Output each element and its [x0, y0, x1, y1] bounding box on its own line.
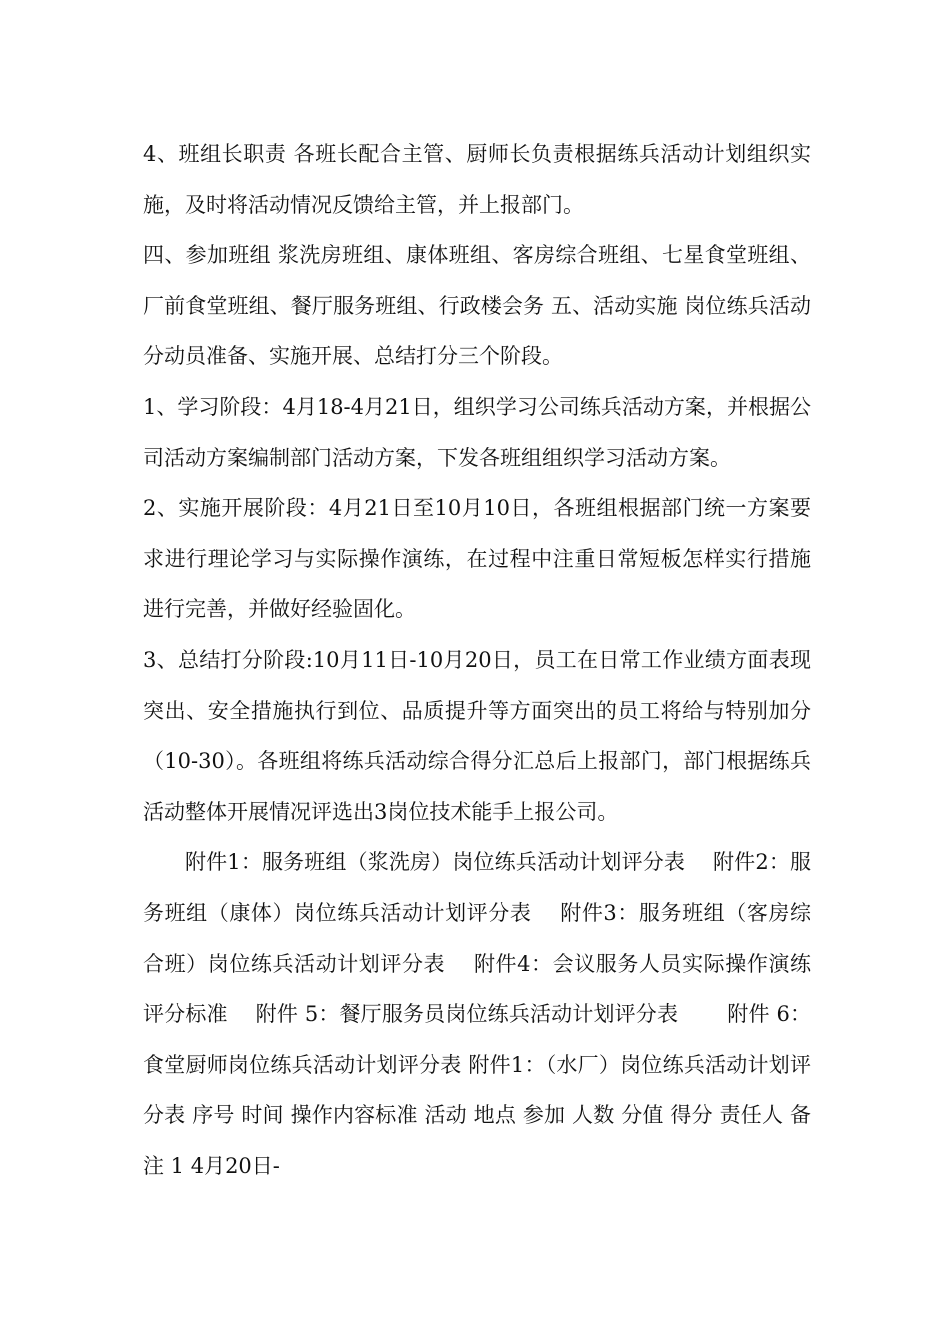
- paragraph-study-stage: 1、学习阶段：4月18-4月21日，组织学习公司练兵活动方案，并根据公司活动方案编制部门活动方案，下发各班组组织学习活动方案。: [143, 394, 811, 470]
- paragraph-team-leader-duties: 4、班组长职责 各班长配合主管、厨师长负责根据练兵活动计划组织实施，及时将活动情况反馈给主管，并上报部门。: [143, 142, 811, 217]
- paragraph-implementation-stage: 2、实施开展阶段：4月21日至10月10日，各班组根据部门统一方案要求进行理论学习与实际操作演练，在过程中注重日常短板怎样实行措施进行完善，并做好经验固化。: [143, 496, 811, 622]
- paragraph-attachments: 附件1：服务班组（浆洗房）岗位练兵活动计划评分表 附件2：服务班组（康体）岗位练兵活动计划评分表 附件3：服务班组（客房综合班）岗位练兵活动计划评分表 附件4：会议服务人员实际操作演练评分标准 附件 5：餐厅服务员岗位练兵活动计划评分表 附件 6：食堂厨师岗位练兵活动计划评分表 附件1：（水厂）岗位练兵活动计划评分表 序号 时间 操作内容标准 活动 地点 参加 人数 分值 得分 责任人 备注 1 4月20日-: [143, 850, 811, 1178]
- paragraph-summary-scoring-stage: 3、总结打分阶段:10月11日-10月20日，员工在日常工作业绩方面表现突出、安全措施执行到位、品质提升等方面突出的员工将给与特别加分（10-30）。各班组将练兵活动综合得分汇总后上报部门，部门根据练兵活动整体开展情况评选出3岗位技术能手上报公司。: [143, 647, 811, 824]
- paragraph-participating-teams: 四、参加班组 浆洗房班组、康体班组、客房综合班组、七星食堂班组、厂前食堂班组、餐厅服务班组、行政楼会务 五、活动实施 岗位练兵活动分动员准备、实施开展、总结打分三个阶段。: [143, 243, 811, 369]
- document-body: [143, 129, 811, 1191]
